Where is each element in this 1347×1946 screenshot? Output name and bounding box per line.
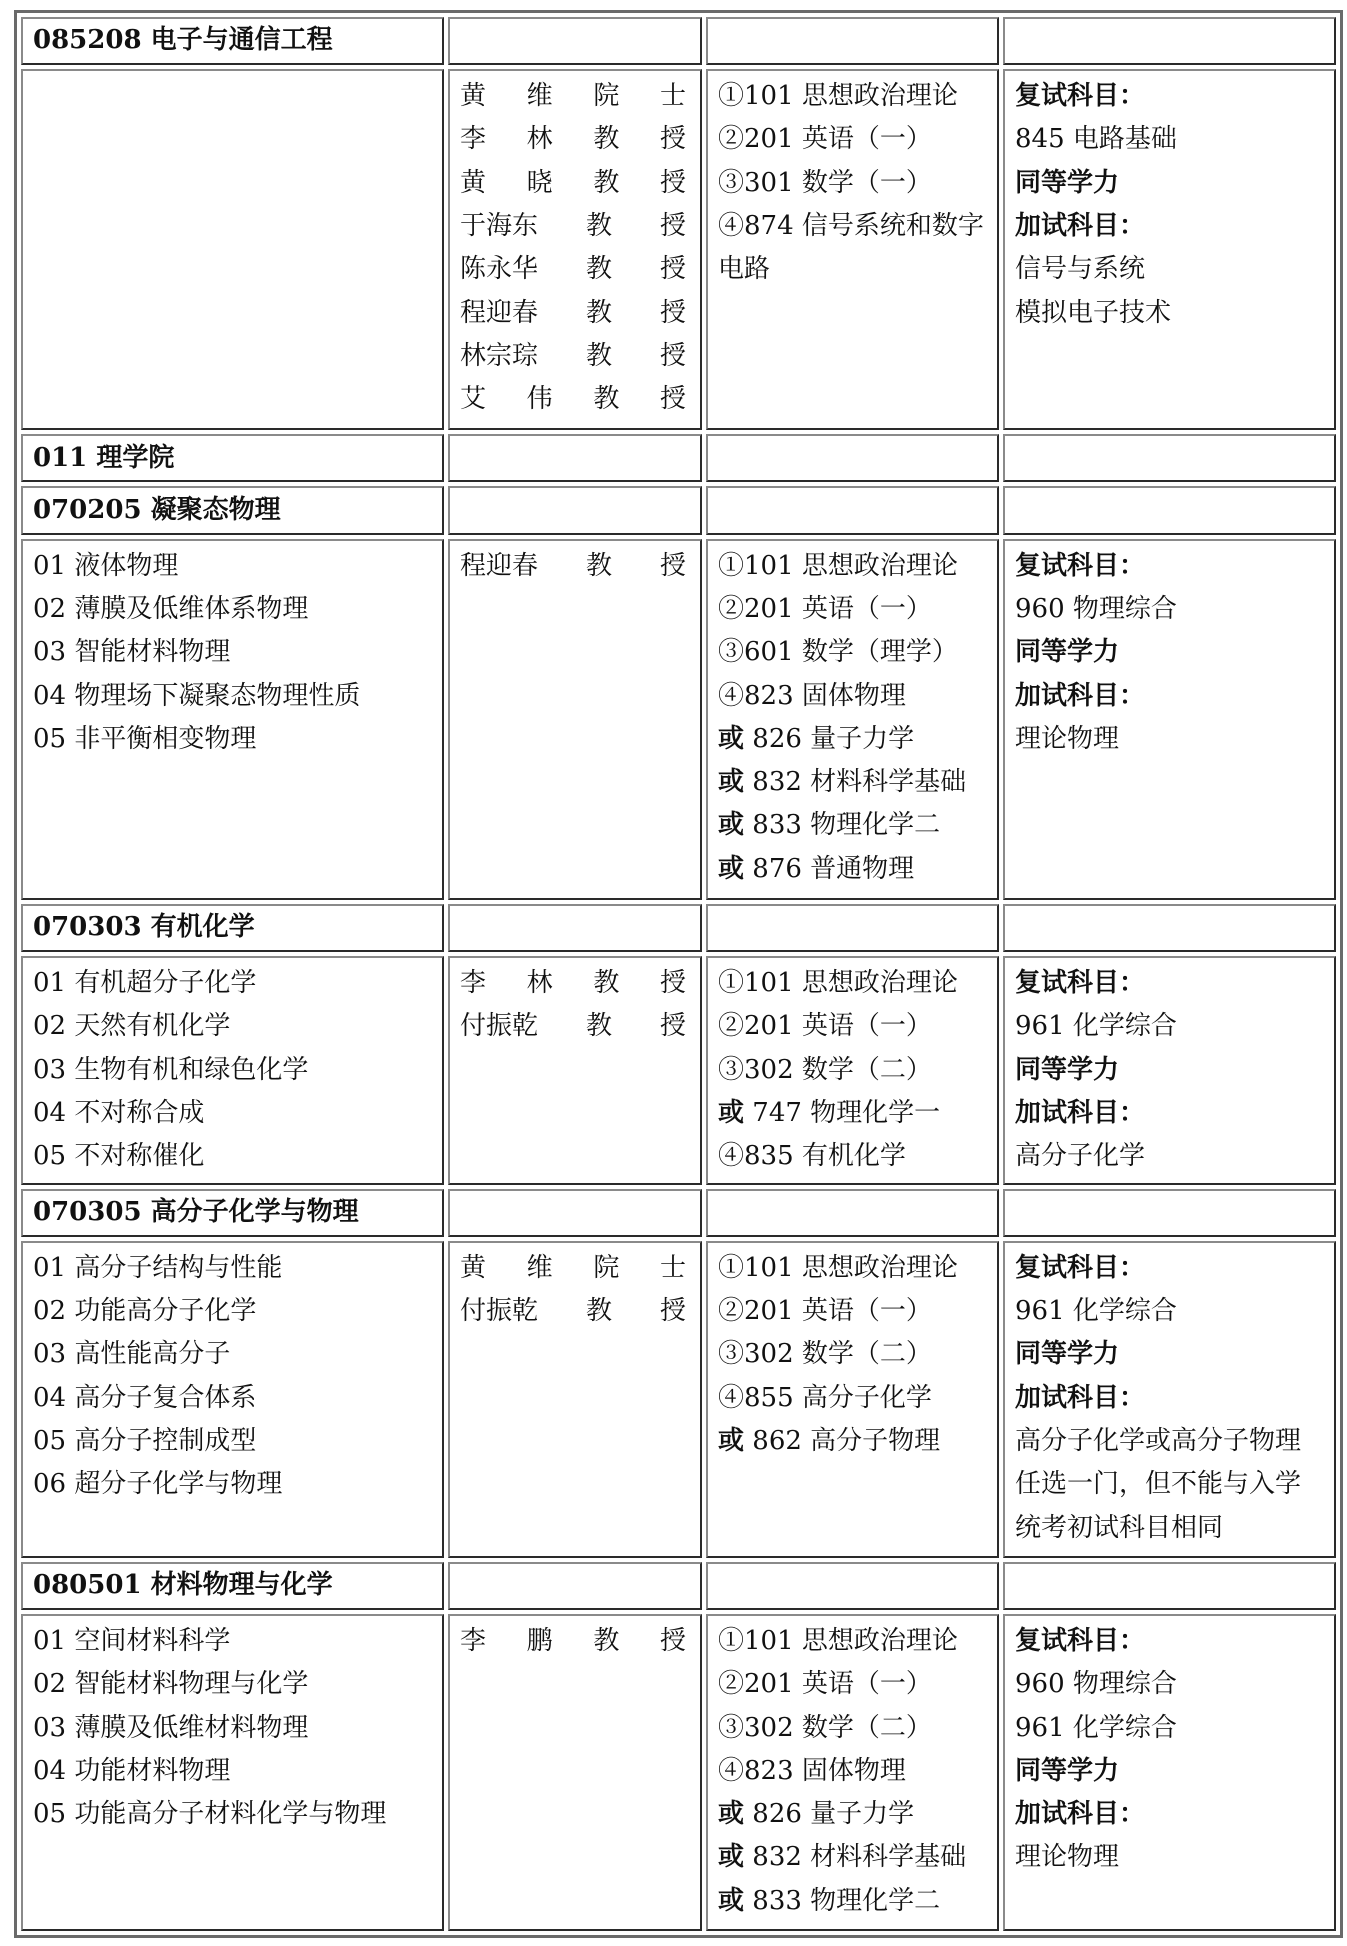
supervisor-entry (460, 162, 690, 205)
supervisor-entry (460, 205, 690, 248)
supervisor-text: 教 (593, 124, 620, 155)
exam-subject-text: ③301 数学（一） (718, 167, 932, 198)
exam-subject-text: 832 材料科学基础 (744, 767, 967, 798)
supervisors-cell (448, 69, 702, 430)
exam-subject (718, 631, 987, 674)
or-prefix: 或 (718, 1799, 745, 1830)
exam-subject-text: ①101 思想政治理论 (718, 550, 958, 581)
supervisors-cell (448, 1614, 702, 1931)
supervisor-text: 教 (593, 967, 620, 998)
retest-subject: 960 物理综合 (1015, 1669, 1177, 1700)
or-prefix: 或 (718, 1842, 745, 1873)
exam-subjects-cell (706, 69, 999, 430)
supervisor-entry (460, 962, 690, 1005)
supervisor-text: 黄 (460, 167, 487, 198)
retest-subjects-cell (1003, 69, 1336, 430)
exam-subject (718, 1750, 987, 1793)
supervisor-text: 教 (585, 550, 612, 581)
exam-subject (718, 1663, 987, 1706)
exam-subject (718, 1247, 987, 1290)
retest-heading: 加试科目： (1015, 1799, 1146, 1830)
supervisor-text: 教 (593, 1625, 620, 1656)
empty-header-cell (706, 486, 999, 534)
supervisor-text: 艾 (460, 384, 487, 415)
supervisor-text: 李 (460, 1625, 487, 1656)
supervisors-cell (448, 1241, 702, 1558)
exam-subjects-cell (706, 539, 999, 900)
exam-subject (718, 1420, 987, 1463)
section-header-row (21, 1562, 1336, 1610)
research-directions-cell (21, 1241, 444, 1558)
retest-heading: 加试科目： (1015, 680, 1146, 711)
retest-heading: 同等学力 (1015, 637, 1120, 668)
retest-subject: 理论物理 (1015, 723, 1120, 754)
empty-header-cell (706, 17, 999, 65)
exam-subject-text: 833 物理化学二 (744, 1885, 941, 1916)
retest-heading: 加试科目： (1015, 211, 1146, 242)
retest-subject: 高分子化学或高分子物理任选一门，但不能与入学统考初试科目相同 (1015, 1426, 1302, 1543)
supervisor-text: 授 (659, 1296, 686, 1327)
exam-subject (718, 205, 987, 292)
supervisor-text: 伟 (526, 384, 553, 415)
exam-subject (718, 588, 987, 631)
supervisor-text: 于海东 (460, 211, 539, 242)
empty-header-cell (706, 434, 999, 482)
retest-heading: 复试科目： (1015, 1252, 1146, 1283)
research-direction: 05 功能高分子材料化学与物理 (33, 1799, 387, 1830)
research-direction: 04 不对称合成 (33, 1097, 205, 1128)
research-directions-cell (21, 539, 444, 900)
supervisor-text: 林 (526, 124, 553, 155)
retest-subject: 理论物理 (1015, 1842, 1120, 1873)
exam-subject (718, 804, 987, 847)
exam-subject-text: ②201 英语（一） (718, 593, 932, 624)
retest-subject: 信号与系统 (1015, 254, 1146, 285)
exam-subject-text: ②201 英语（一） (718, 1296, 932, 1327)
exam-subject (718, 1290, 987, 1333)
program-detail-row (21, 69, 1336, 430)
supervisor-text: 授 (659, 340, 686, 371)
empty-header-cell (1003, 1562, 1336, 1610)
or-prefix: 或 (718, 1097, 745, 1128)
exam-subject-text: 826 量子力学 (744, 723, 915, 754)
retest-subject: 960 物理综合 (1015, 593, 1177, 624)
supervisor-text: 授 (659, 967, 686, 998)
section-header-row (21, 904, 1336, 952)
exam-subject-text: ②201 英语（一） (718, 124, 932, 155)
supervisor-text: 教 (585, 254, 612, 285)
supervisor-entry (460, 335, 690, 378)
program-detail-row (21, 1241, 1336, 1558)
empty-header-cell (448, 434, 702, 482)
supervisor-text: 授 (659, 297, 686, 328)
supervisor-text: 教 (593, 384, 620, 415)
exam-subject-text: ③302 数学（二） (718, 1712, 932, 1743)
research-direction: 03 薄膜及低维材料物理 (33, 1712, 309, 1743)
research-direction: 01 空间材料科学 (33, 1625, 231, 1656)
supervisor-entry (460, 1005, 690, 1048)
retest-subjects-cell (1003, 956, 1336, 1185)
admissions-table-body (21, 17, 1336, 1931)
exam-subject (718, 1333, 987, 1376)
supervisor-text: 授 (659, 1011, 686, 1042)
exam-subject (718, 75, 987, 118)
exam-subject-text: 833 物理化学二 (744, 810, 941, 841)
empty-header-cell (1003, 904, 1336, 952)
retest-heading: 同等学力 (1015, 1054, 1120, 1085)
retest-subject: 961 化学综合 (1015, 1296, 1177, 1327)
supervisors-cell (448, 539, 702, 900)
exam-subject-text: 826 量子力学 (744, 1799, 915, 1830)
retest-subjects-cell (1003, 1614, 1336, 1931)
exam-subject-text: ③601 数学（理学） (718, 637, 958, 668)
retest-heading: 复试科目： (1015, 967, 1146, 998)
research-direction: 01 有机超分子化学 (33, 967, 257, 998)
exam-subject-text: 862 高分子物理 (744, 1426, 941, 1457)
section-title: 080501 材料物理与化学 (21, 1562, 444, 1610)
empty-header-cell (1003, 434, 1336, 482)
exam-subject-text: ④823 固体物理 (718, 680, 906, 711)
section-header-row (21, 434, 1336, 482)
program-detail-row (21, 1614, 1336, 1931)
section-title: 070305 高分子化学与物理 (21, 1189, 444, 1237)
supervisors-cell (448, 956, 702, 1185)
supervisor-text: 士 (659, 1252, 686, 1283)
research-direction: 01 高分子结构与性能 (33, 1252, 283, 1283)
section-title: 011 理学院 (21, 434, 444, 482)
exam-subject (718, 118, 987, 161)
program-detail-row (21, 539, 1336, 900)
research-direction: 06 超分子化学与物理 (33, 1469, 283, 1500)
supervisor-text: 林宗琮 (460, 340, 539, 371)
or-prefix: 或 (718, 723, 745, 754)
supervisor-entry (460, 545, 690, 588)
supervisor-text: 授 (659, 550, 686, 581)
supervisor-text: 李 (460, 967, 487, 998)
exam-subjects-cell (706, 1241, 999, 1558)
retest-subject: 961 化学综合 (1015, 1712, 1177, 1743)
exam-subject-text: ③302 数学（二） (718, 1054, 932, 1085)
empty-header-cell (1003, 17, 1336, 65)
exam-subjects-cell (706, 1614, 999, 1931)
supervisor-text: 维 (526, 81, 553, 112)
program-detail-row (21, 956, 1336, 1185)
retest-subjects-cell (1003, 539, 1336, 900)
exam-subject (718, 1092, 987, 1135)
supervisor-text: 院 (593, 81, 620, 112)
supervisor-entry (460, 75, 690, 118)
supervisor-text: 教 (585, 297, 612, 328)
supervisor-text: 授 (659, 124, 686, 155)
supervisor-text: 授 (659, 167, 686, 198)
retest-heading: 加试科目： (1015, 1097, 1146, 1128)
exam-subject-text: ④823 固体物理 (718, 1755, 906, 1786)
supervisor-text: 付振乾 (460, 1296, 539, 1327)
exam-subject-text: 747 物理化学一 (744, 1097, 941, 1128)
supervisor-text: 教 (585, 340, 612, 371)
supervisor-text: 教 (585, 1296, 612, 1327)
section-header-row (21, 17, 1336, 65)
supervisor-text: 授 (659, 384, 686, 415)
research-direction: 02 天然有机化学 (33, 1011, 231, 1042)
research-direction: 04 高分子复合体系 (33, 1382, 257, 1413)
or-prefix: 或 (718, 1426, 745, 1457)
supervisor-entry (460, 1247, 690, 1290)
supervisor-text: 授 (659, 1625, 686, 1656)
supervisor-text: 院 (593, 1252, 620, 1283)
research-direction: 05 不对称催化 (33, 1141, 205, 1172)
admissions-table (14, 10, 1343, 1938)
exam-subject-text: 832 材料科学基础 (744, 1842, 967, 1873)
research-directions-cell (21, 956, 444, 1185)
exam-subject (718, 1707, 987, 1750)
supervisor-text: 鹏 (526, 1625, 553, 1656)
section-title: 070205 凝聚态物理 (21, 486, 444, 534)
empty-header-cell (706, 904, 999, 952)
supervisor-text: 程迎春 (460, 550, 539, 581)
supervisor-text: 维 (526, 1252, 553, 1283)
supervisor-text: 黄 (460, 81, 487, 112)
empty-header-cell (448, 17, 702, 65)
supervisor-entry (460, 1290, 690, 1333)
supervisor-entry (460, 1620, 690, 1663)
exam-subject (718, 1620, 987, 1663)
supervisor-text: 黄 (460, 1252, 487, 1283)
research-direction: 02 薄膜及低维体系物理 (33, 593, 309, 624)
exam-subject-text: ①101 思想政治理论 (718, 967, 958, 998)
exam-subject (718, 1793, 987, 1836)
section-header-row (21, 1189, 1336, 1237)
retest-subject: 高分子化学 (1015, 1141, 1146, 1172)
exam-subject (718, 1049, 987, 1092)
supervisor-text: 授 (659, 254, 686, 285)
exam-subject-text: ①101 思想政治理论 (718, 81, 958, 112)
retest-subject: 845 电路基础 (1015, 124, 1177, 155)
exam-subject (718, 675, 987, 718)
empty-header-cell (706, 1562, 999, 1610)
supervisor-text: 教 (585, 211, 612, 242)
retest-subject: 模拟电子技术 (1015, 297, 1172, 328)
or-prefix: 或 (718, 1885, 745, 1916)
research-direction: 03 智能材料物理 (33, 637, 231, 668)
retest-heading: 复试科目： (1015, 81, 1146, 112)
retest-heading: 同等学力 (1015, 167, 1120, 198)
section-title: 070303 有机化学 (21, 904, 444, 952)
exam-subject (718, 761, 987, 804)
retest-heading: 加试科目： (1015, 1382, 1146, 1413)
section-header-row (21, 486, 1336, 534)
supervisor-text: 林 (526, 967, 553, 998)
empty-header-cell (448, 1189, 702, 1237)
supervisor-text: 付振乾 (460, 1011, 539, 1042)
exam-subject (718, 1880, 987, 1923)
research-direction: 05 非平衡相变物理 (33, 723, 257, 754)
exam-subject-text: ④835 有机化学 (718, 1141, 906, 1172)
research-direction: 01 液体物理 (33, 550, 179, 581)
research-direction: 04 功能材料物理 (33, 1755, 231, 1786)
empty-header-cell (448, 904, 702, 952)
empty-header-cell (706, 1189, 999, 1237)
exam-subject (718, 1135, 987, 1178)
research-direction: 03 生物有机和绿色化学 (33, 1054, 309, 1085)
research-direction: 04 物理场下凝聚态物理性质 (33, 680, 361, 711)
empty-header-cell (448, 486, 702, 534)
exam-subject-text: 876 普通物理 (744, 853, 915, 884)
retest-heading: 同等学力 (1015, 1339, 1120, 1370)
supervisor-text: 陈永华 (460, 254, 539, 285)
exam-subject (718, 1836, 987, 1879)
exam-subject-text: ①101 思想政治理论 (718, 1252, 958, 1283)
empty-header-cell (448, 1562, 702, 1610)
exam-subject (718, 545, 987, 588)
exam-subject (718, 848, 987, 891)
supervisor-text: 晓 (526, 167, 553, 198)
research-directions-cell (21, 69, 444, 430)
research-direction: 02 功能高分子化学 (33, 1296, 257, 1327)
supervisor-text: 李 (460, 124, 487, 155)
research-direction: 03 高性能高分子 (33, 1339, 231, 1370)
exam-subject (718, 718, 987, 761)
exam-subject-text: ④874 信号系统和数字电路 (718, 211, 984, 285)
retest-heading: 同等学力 (1015, 1755, 1120, 1786)
supervisor-entry (460, 378, 690, 421)
section-title: 085208 电子与通信工程 (21, 17, 444, 65)
supervisor-entry (460, 248, 690, 291)
empty-header-cell (1003, 1189, 1336, 1237)
empty-header-cell (1003, 486, 1336, 534)
exam-subject (718, 162, 987, 205)
exam-subjects-cell (706, 956, 999, 1185)
research-directions-cell (21, 1614, 444, 1931)
exam-subject-text: ④855 高分子化学 (718, 1382, 932, 1413)
supervisor-text: 程迎春 (460, 297, 539, 328)
exam-subject-text: ②201 英语（一） (718, 1669, 932, 1700)
research-direction: 02 智能材料物理与化学 (33, 1669, 309, 1700)
retest-subject: 961 化学综合 (1015, 1011, 1177, 1042)
supervisor-text: 授 (659, 211, 686, 242)
exam-subject (718, 962, 987, 1005)
supervisor-text: 教 (593, 167, 620, 198)
supervisor-entry (460, 292, 690, 335)
exam-subject-text: ③302 数学（二） (718, 1339, 932, 1370)
research-direction: 05 高分子控制成型 (33, 1426, 257, 1457)
exam-subject-text: ②201 英语（一） (718, 1011, 932, 1042)
retest-heading: 复试科目： (1015, 550, 1146, 581)
or-prefix: 或 (718, 767, 745, 798)
exam-subject (718, 1377, 987, 1420)
supervisor-text: 士 (659, 81, 686, 112)
supervisor-text: 教 (585, 1011, 612, 1042)
or-prefix: 或 (718, 810, 745, 841)
supervisor-entry (460, 118, 690, 161)
exam-subject (718, 1005, 987, 1048)
retest-subjects-cell (1003, 1241, 1336, 1558)
exam-subject-text: ①101 思想政治理论 (718, 1625, 958, 1656)
retest-heading: 复试科目： (1015, 1625, 1146, 1656)
or-prefix: 或 (718, 853, 745, 884)
